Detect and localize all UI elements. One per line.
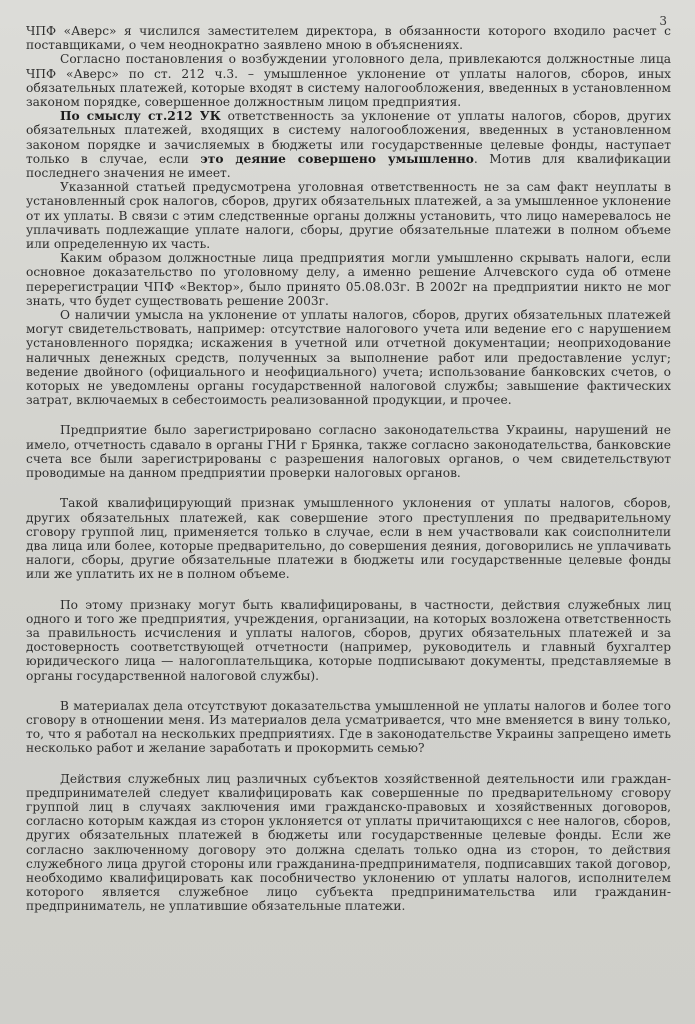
paragraph: Согласно постановления о возбуждении уголовного дела, привлекаются должностные лица ЧПФ «Аверс» по ст. 212 ч.3. – умышленное уклонение от уплаты налогов, сборов, иных обязательных платежей, которые входят в систему налогообложения, введенных в установленном законом порядке, совершенное должностным лицом предприятия. (26, 52, 671, 110)
paragraph-text: . Мотив для квалификации последнего значения не имеет. (26, 151, 671, 181)
spacer (26, 582, 671, 598)
spacer (26, 683, 671, 699)
paragraph: По этому признаку могут быть квалифицированы, в частности, действия служебных лиц одного и того же предприятия, учреждения, организации, на которых возложена ответственность за правильность исчисления и уплаты налогов, сборов, других обязательных платежей и за достоверность соответствующей отчетности (например, руководитель и главный бухгалтер юридического лица — налогоплательщика, которые подписывают документы, представляемые в органы государственной налоговой службы). (26, 597, 671, 683)
paragraph: О наличии умысла на уклонение от уплаты налогов, сборов, других обязательных платежей могут свидетельствовать, например: отсутствие налогового учета или ведение его с нарушением установленного порядка; искажения в учетной или отчетной документации; неоприходование наличных денежных средств, полученных за выполнение работ или предоставление услуг; ведение двойного (официального и неофициального) учета; использование банковских счетов, о которых не уведомлены органы государственной налоговой службы; завышение фактических затрат, включаемых в себестоимость реализованной продукции, и прочее. (26, 308, 671, 408)
paragraph-text: ответственность за уклонение от уплаты налогов, сборов, других обязательных платежей, входящих в систему налогообложения, введенных в установленном законом порядке и зачисляемых в бюджеты или государственные целевые фонды, наступает только в случае, если (26, 109, 671, 166)
bold-lead: По смыслу ст.212 УК (60, 109, 221, 124)
page-number: 3 (659, 14, 667, 28)
paragraph: Указанной статьей предусмотрена уголовная ответственность не за сам факт неуплаты в установленный срок налогов, сборов, других обязательных платежей, а за умышленное уклонение от их уплаты. В связи с этим следственные органы должны установить, что лицо намеревалось не уплачивать подлежащие уплате налоги, сборы, другие обязательные платежи в полном объеме или определенную их часть. (26, 180, 671, 252)
paragraph-article-meaning (26, 109, 671, 180)
paragraph: Предприятие было зарегистрировано согласно законодательства Украины, нарушений не имело, отчетность сдавало в органы ГНИ г Брянка, также согласно законодательства, банковские счета все были зарегистрированы с разрешения налоговых органов, о чем свидетельствуют проводимые на данном предприятии проверки налоговых органов. (26, 423, 671, 481)
spacer (26, 480, 671, 496)
spacer (26, 756, 671, 772)
bold-emphasis: это деяние совершено умышленно (200, 151, 474, 166)
paragraph: Каким образом должностные лица предприятия могли умышленно скрывать налоги, если основное доказательство по уголовному делу, а именно решение Алчевского суда об отмене перерегистрации ЧПФ «Вектор», было принято 05.08.03г. В 2002г на предприятии никто не мог знать, что будет существовать решение 2003г. (26, 251, 671, 308)
paragraph: ЧПФ «Аверс» я числился заместителем директора, в обязанности которого входило расчет с поставщиками, о чем неоднократно заявлено мною в объяснениях. (26, 24, 671, 53)
document-body (26, 24, 671, 914)
paragraph: Такой квалифицирующий признак умышленного уклонения от уплаты налогов, сборов, других обязательных платежей, как совершение этого преступления по предварительному сговору группой лиц, применяется только в случае, если в нем участвовали как соисполнители два лица или более, которые предварительно, до совершения деяния, договорились не уплачивать налоги, сборы, другие обязательные платежи в бюджеты или государственные целевые фонды или же уплатить их не в полном объеме. (26, 496, 671, 582)
paragraph: Действия служебных лиц различных субъектов хозяйственной деятельности или граждан-предпринимателей следует квалифицировать как совершенные по предварительному сговору группой лиц в случаях заключения ими гражданско-правовых и хозяйственных договоров, согласно которым каждая из сторон уклоняется от уплаты причитающихся с нее налогов, сборов, других обязательных платежей в бюджеты или государственные целевые фонды. Если же согласно заключенному договору это должна сделать только одна из сторон, то действия служебного лица другой стороны или гражданина-предпринимателя, подписавших такой договор, необходимо квалифицировать как пособничество уклонению от уплаты налогов, исполнителем которого является служебное лицо субъекта предпринимательства или гражданин-предприниматель, не уплатившие обязательные платежи. (26, 771, 671, 914)
paragraph: В материалах дела отсутствуют доказательства умышленной не уплаты налогов и более того сговору в отношении меня. Из материалов дела усматривается, что мне вменяется в вину только, то, что я работал на нескольких предприятиях. Где в законодательстве Украины запрещено иметь несколько работ и желание заработать и прокормить семью? (26, 698, 671, 756)
spacer (26, 407, 671, 423)
